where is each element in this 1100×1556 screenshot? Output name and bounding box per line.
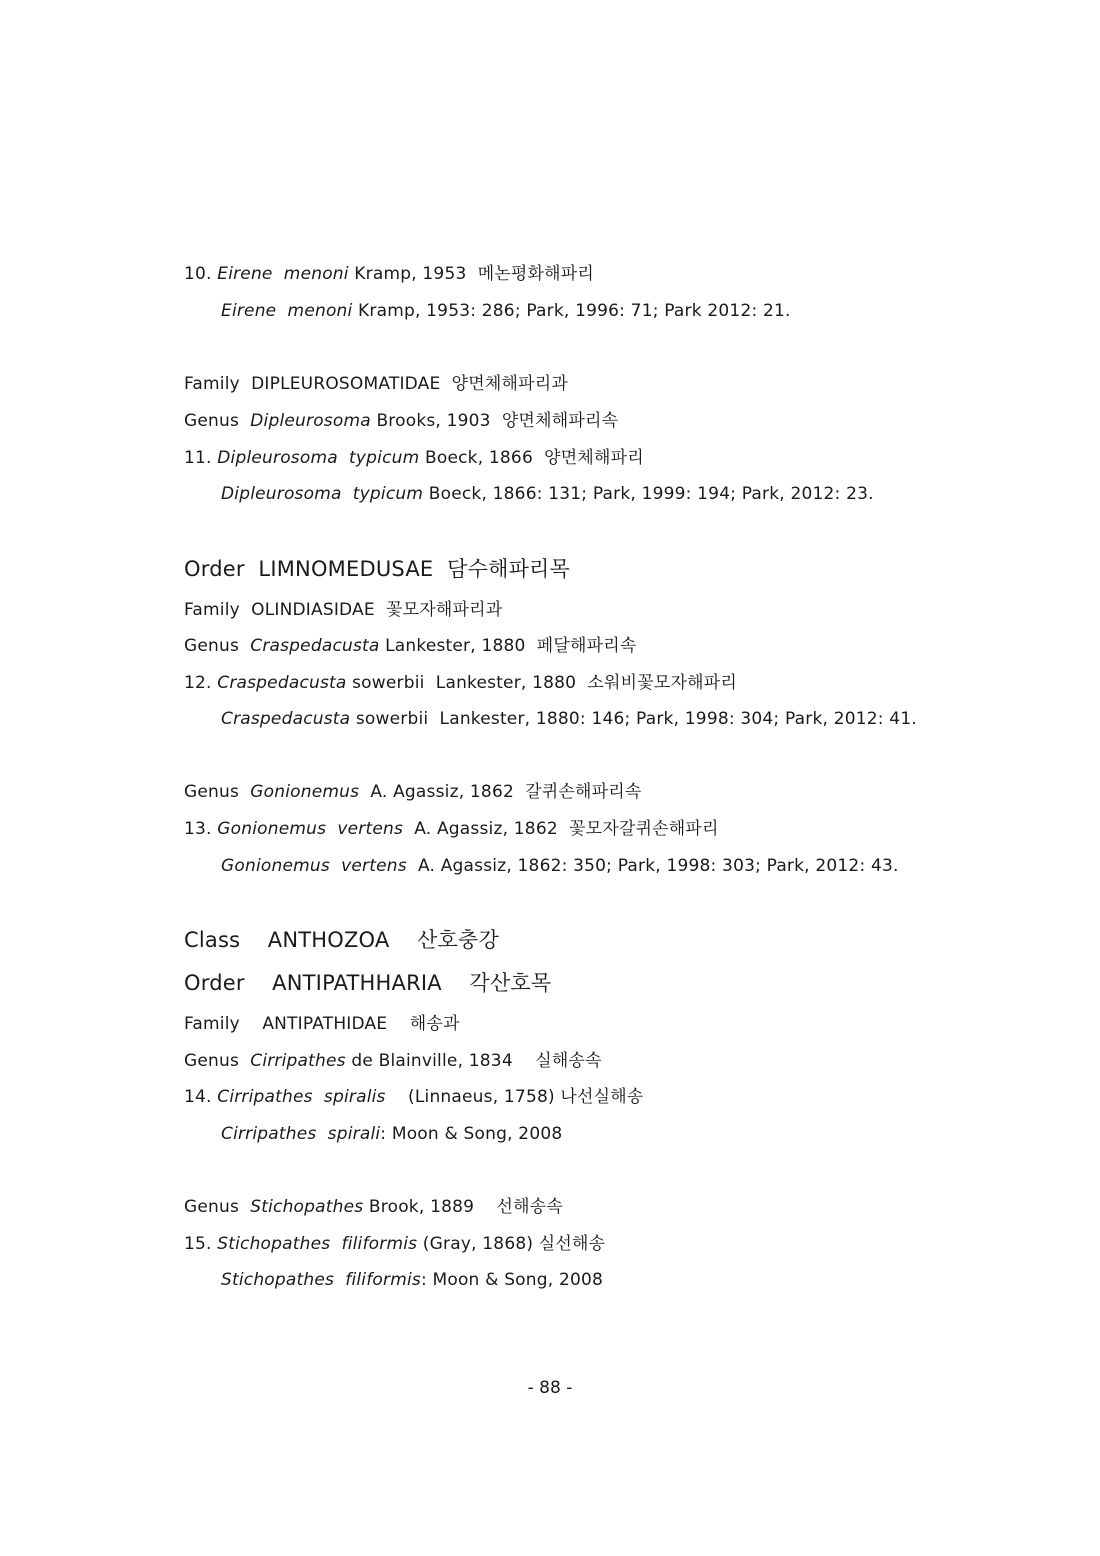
text-segment: de Blainville, 1834 실해송속 <box>345 1051 602 1071</box>
text-segment: 13. <box>184 819 218 839</box>
text-segment: Genus <box>184 636 251 656</box>
text-segment: 15. <box>184 1234 218 1254</box>
scientific-name: Craspedacusta <box>221 709 351 729</box>
text-segment: Genus <box>184 1197 251 1217</box>
text-segment: Boeck, 1866 양면체해파리 <box>419 448 644 468</box>
text-segment: Kramp, 1953 메논평화해파리 <box>348 264 595 284</box>
taxon-line <box>184 446 644 470</box>
text-segment: Genus <box>184 1051 251 1071</box>
taxon-line <box>184 409 618 433</box>
scientific-name: Cirripathes spiralis <box>217 1087 386 1107</box>
text-segment: 14. <box>184 1087 218 1107</box>
taxon-line <box>184 1232 605 1256</box>
taxon-line <box>184 817 719 841</box>
heading-line <box>184 555 570 583</box>
taxon-line <box>184 780 642 804</box>
text-segment: Family OLINDIASIDAE 꽃모자해파리과 <box>184 600 503 620</box>
citation-line <box>221 854 899 878</box>
scientific-name: Stichopathes filiformis <box>217 1234 418 1254</box>
citation-line <box>221 707 917 731</box>
text-segment: : Moon & Song, 2008 <box>380 1124 563 1144</box>
text-segment: 11. <box>184 448 218 468</box>
text-segment: Boeck, 1866: 131; Park, 1999: 194; Park, 2012: 23. <box>423 484 874 504</box>
text-segment: Lankester, 1880 페달해파리속 <box>379 636 637 656</box>
text-segment: Kramp, 1953: 286; Park, 1996: 71; Park 2012: 21. <box>352 301 791 321</box>
text-segment: Genus <box>184 782 251 802</box>
citation-line <box>221 1268 603 1292</box>
text-segment: A. Agassiz, 1862 꽃모자갈퀴손해파리 <box>403 819 719 839</box>
text-segment: sowerbii Lankester, 1880 소워비꽃모자해파리 <box>346 673 737 693</box>
citation-line <box>221 482 874 506</box>
text-segment: A. Agassiz, 1862: 350; Park, 1998: 303; Park, 2012: 43. <box>406 856 899 876</box>
citation-line <box>221 299 791 323</box>
text-segment: Brooks, 1903 양면체해파리속 <box>370 411 619 431</box>
scientific-name: Dipleurosoma <box>250 411 371 431</box>
scientific-name: Gonionemus <box>250 782 360 802</box>
scientific-name: Craspedacusta <box>250 636 380 656</box>
text-segment: sowerbii Lankester, 1880: 146; Park, 1998: 304; Park, 2012: 41. <box>350 709 917 729</box>
taxon-line <box>184 634 636 658</box>
scientific-name: Gonionemus vertens <box>217 819 404 839</box>
text-segment: Order ANTIPATHHARIA 각산호목 <box>184 971 552 995</box>
heading-line <box>184 969 551 997</box>
heading-line <box>184 926 499 954</box>
scientific-name: Dipleurosoma typicum <box>221 484 424 504</box>
scientific-name: Stichopathes filiformis <box>221 1270 421 1290</box>
scientific-name: Dipleurosoma typicum <box>217 448 420 468</box>
text-segment: Class ANTHOZOA 산호충강 <box>184 928 499 952</box>
taxon-line <box>184 1195 563 1219</box>
taxon-line <box>184 1049 602 1073</box>
scientific-name: Eirene menoni <box>217 264 349 284</box>
taxon-line <box>184 598 502 622</box>
text-segment: (Gray, 1868) 실선해송 <box>417 1234 606 1254</box>
text-segment: Genus <box>184 411 251 431</box>
taxon-line <box>184 262 594 286</box>
page-number: - 88 - <box>527 1378 573 1398</box>
scientific-name: Eirene menoni <box>221 301 353 321</box>
scientific-name: Gonionemus vertens <box>221 856 407 876</box>
taxon-line <box>184 372 568 396</box>
text-segment: 12. <box>184 673 218 693</box>
text-segment: : Moon & Song, 2008 <box>420 1270 604 1290</box>
scientific-name: Craspedacusta <box>217 673 347 693</box>
text-segment: Brook, 1889 선해송속 <box>363 1197 564 1217</box>
scientific-name: Cirripathes spirali <box>221 1124 381 1144</box>
text-segment: Order LIMNOMEDUSAE 담수해파리목 <box>184 557 571 581</box>
scientific-name: Stichopathes <box>250 1197 364 1217</box>
taxon-line <box>184 1012 460 1036</box>
text-segment: Family DIPLEUROSOMATIDAE 양면체해파리과 <box>184 374 568 394</box>
taxon-line <box>184 671 737 695</box>
text-segment: (Linnaeus, 1758) 나선실해송 <box>385 1087 644 1107</box>
text-segment: A. Agassiz, 1862 갈퀴손해파리속 <box>359 782 642 802</box>
scientific-name: Cirripathes <box>250 1051 346 1071</box>
taxon-line <box>184 1085 644 1109</box>
citation-line <box>221 1122 562 1146</box>
text-segment: 10. <box>184 264 218 284</box>
text-segment: Family ANTIPATHIDAE 해송과 <box>184 1014 460 1034</box>
